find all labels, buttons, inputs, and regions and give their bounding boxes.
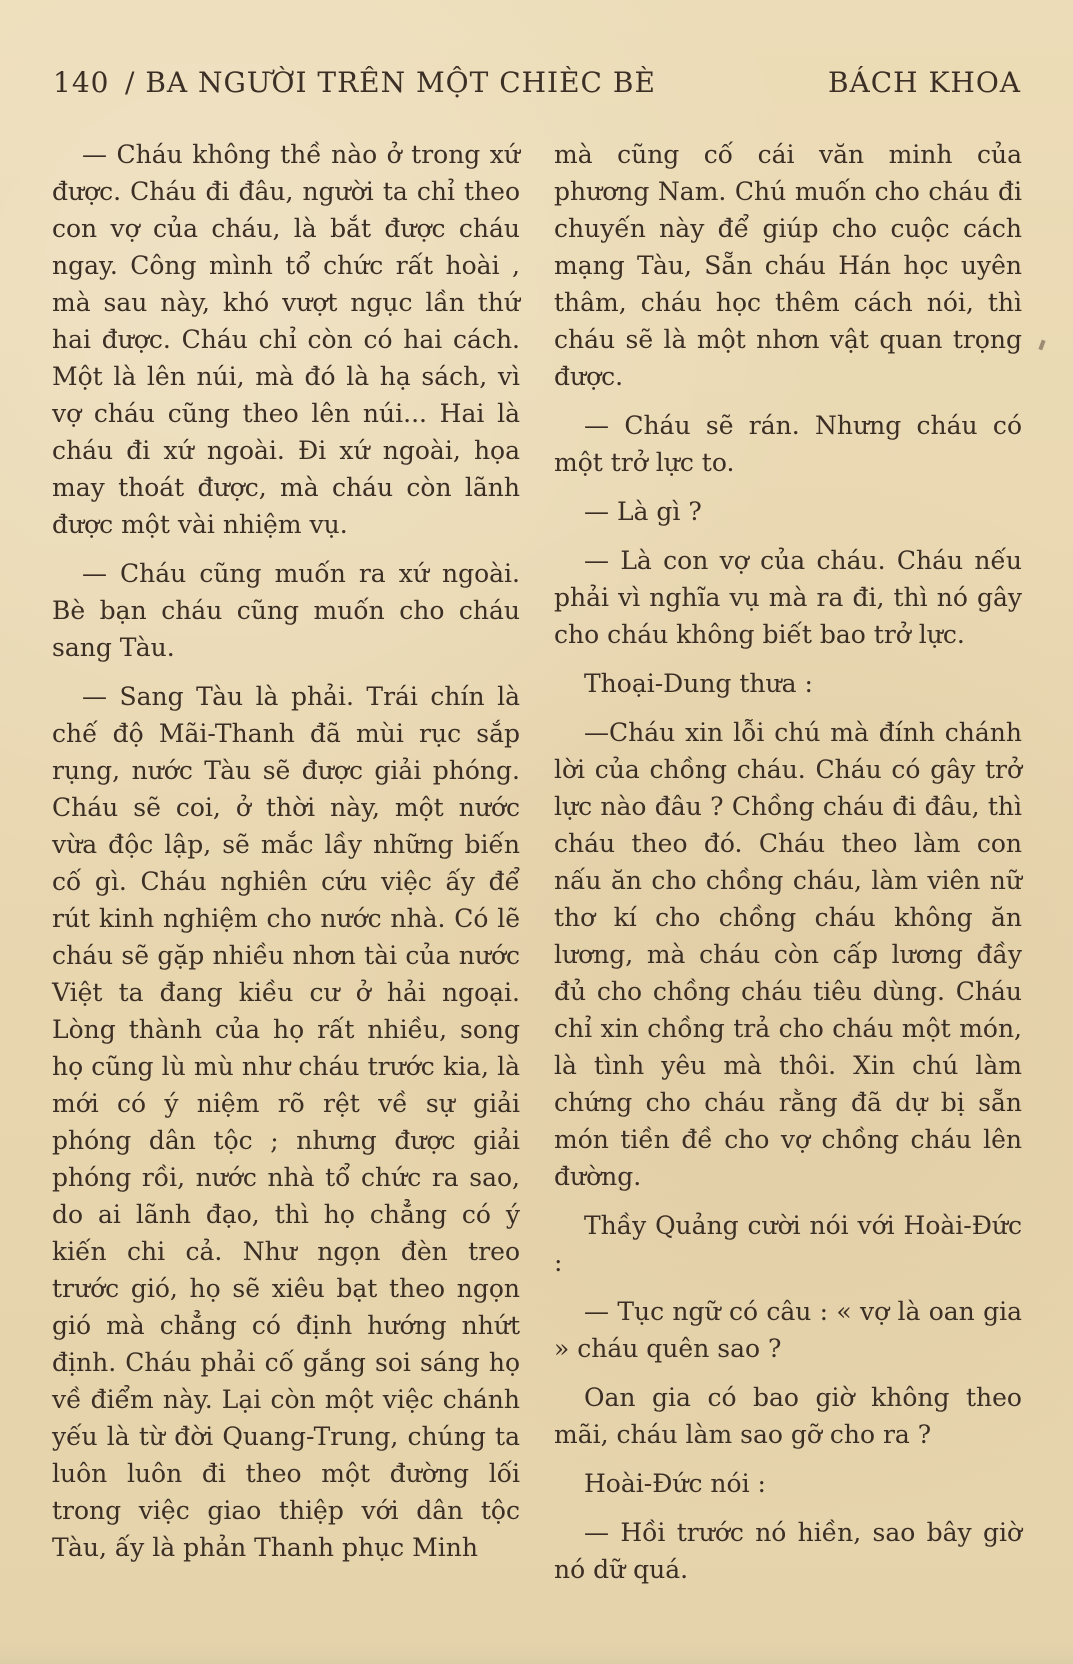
- paragraph: — Cháu sẽ rán. Nhưng cháu có một trở lực to.: [554, 411, 1022, 477]
- pencil-mark: [1038, 340, 1045, 351]
- paragraph: Oan gia có bao giờ không theo mãi, cháu làm sao gỡ cho ra ?: [554, 1383, 1022, 1449]
- paragraph: —Cháu xin lỗi chú mà đính chánh lời của chồng cháu. Cháu có gây trở lực nào đâu ? Chồng cháu đi đâu, thì cháu theo đó. Cháu theo làm con nấu ăn cho chồng cháu, làm viên nữ thơ kí cho chồng cháu không ăn lương, mà cháu còn cấp lương đầy đủ cho chồng cháu tiêu dùng. Cháu chỉ xin chồng trả cho cháu một món, là tình yêu mà thôi. Xin chú làm chứng cho cháu rằng đã dự bị sẵn món tiền đề cho vợ chồng cháu lên đường.: [554, 718, 1022, 1191]
- left-column: [52, 136, 520, 1566]
- paragraph: — Là con vợ của cháu. Cháu nếu phải vì nghĩa vụ mà ra đi, thì nó gây cho cháu không biết bao trở lực.: [554, 546, 1022, 649]
- paragraph: — Là gì ?: [584, 497, 702, 526]
- paragraph: Thoại-Dung thưa :: [584, 669, 813, 698]
- magazine-name: BÁCH KHOA: [827, 66, 1021, 99]
- paragraph: — Tục ngữ có câu : « vợ là oan gia » cháu quên sao ?: [554, 1297, 1022, 1363]
- paragraph: — Hồi trước nó hiền, sao bây giờ nó dữ quá.: [554, 1518, 1022, 1584]
- running-title: / BA NGƯỜI TRÊN MỘT CHIÈC BÈ: [125, 66, 656, 99]
- page-edge-shadow: [0, 1638, 1073, 1664]
- paragraph: — Cháu không thề nào ở trong xứ được. Cháu đi đâu, người ta chỉ theo con vợ của cháu, là bắt được cháu ngay. Công mình tổ chức rất hoài , mà sau này, khó vượt ngục lần thứ hai được. Cháu chỉ còn có hai cách. Một là lên núi, mà đó là hạ sách, vì vợ cháu cũng theo lên núi... Hai là cháu đi xứ ngoài. Đi xứ ngoài, họa may thoát được, mà cháu còn lãnh được một vài nhiệm vụ.: [52, 140, 520, 539]
- right-column: [554, 136, 1022, 1588]
- running-header: [0, 66, 1073, 106]
- page-number: 140: [53, 66, 110, 99]
- paragraph: — Cháu cũng muốn ra xứ ngoài. Bè bạn cháu cũng muốn cho cháu sang Tàu.: [52, 559, 520, 662]
- paragraph: Thầy Quảng cười nói với Hoài-Đức :: [554, 1211, 1022, 1277]
- paragraph: Hoài-Đức nói :: [584, 1469, 766, 1498]
- paragraph: mà cũng cố cái văn minh của phương Nam. Chú muốn cho cháu đi chuyến này để giúp cho cuộc cách mạng Tàu, Sẵn cháu Hán học uyên thâm, cháu học thêm cách nói, thì cháu sẽ là một nhơn vật quan trọng được.: [554, 140, 1022, 391]
- paragraph: — Sang Tàu là phải. Trái chín là chế độ Mãi-Thanh đã mùi rục sắp rụng, nước Tàu sẽ được giải phóng. Cháu sẽ coi, ở thời này, một nước vừa độc lập, sẽ mắc lầy những biến cố gì. Cháu nghiên cứu việc ấy để rút kinh nghiệm cho nước nhà. Có lẽ cháu sẽ gặp nhiều nhơn tài của nước Việt ta đang kiều cư ở hải ngoại. Lòng thành của họ rất nhiều, song họ cũng lù mù như cháu trước kia, là mới có ý niệm rõ rệt về sự giải phóng dân tộc ; nhưng được giải phóng rồi, nước nhà tổ chức ra sao, do ai lãnh đạo, thì họ chẳng có ý kiến chi cả. Như ngọn đèn treo trước gió, họ sẽ xiêu bạt theo ngọn gió mà chẳng có định hướng nhứt định. Cháu phải cố gắng soi sáng họ về điểm này. Lại còn một việc chánh yếu là từ đời Quang-Trung, chúng ta luôn luôn đi theo một đường lối trong việc giao thiệp với dân tộc Tàu, ấy là phản Thanh phục Minh: [52, 682, 520, 1562]
